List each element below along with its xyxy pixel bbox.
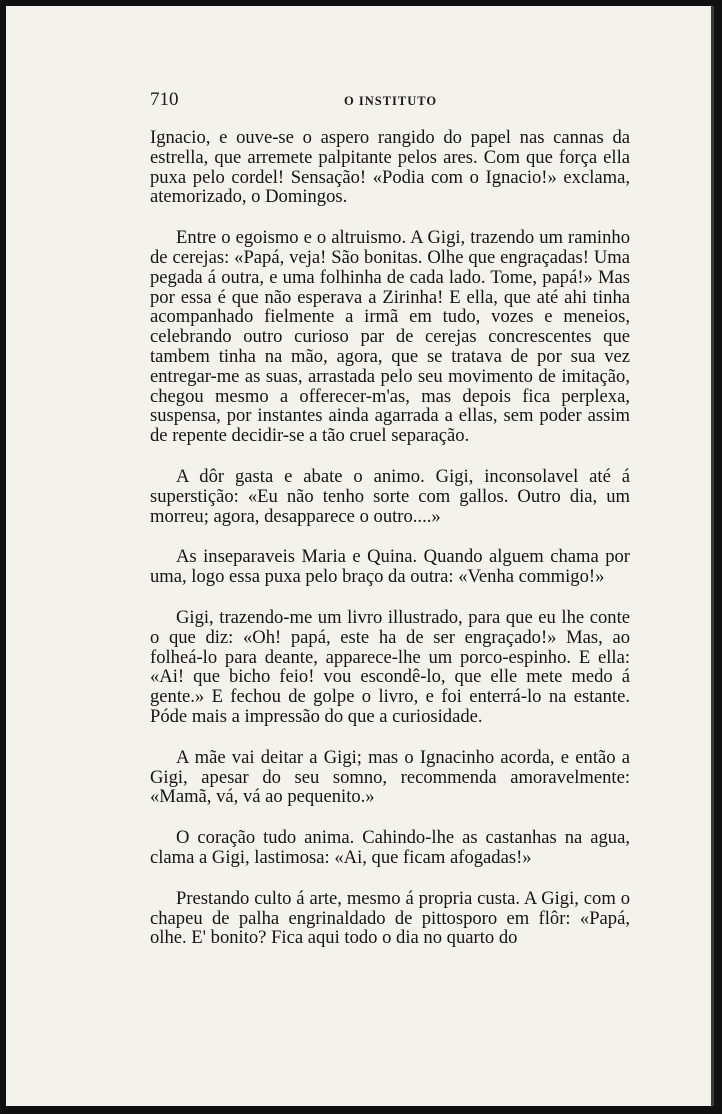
page-body: [150, 128, 630, 948]
paragraph: As inseparaveis Maria e Quina. Quando alguem chama por uma, logo essa puxa pelo braço da outra: «Venha commigo!»: [150, 546, 630, 588]
paragraph: O coração tudo anima. Cahindo-lhe as castanhas na agua, clama a Gigi, lastimosa: «Ai, que ficam afogadas!»: [150, 827, 630, 868]
book-page: [6, 6, 714, 1106]
paragraph: Ignacio, e ouve-se o aspero rangido do papel nas cannas da estrella, que arremete palpitante pelos ares. Com que força ella puxa pelo cordel! Sensação! «Podia com o Ignacio!» exclama, atemorizado, o Domingos.: [150, 127, 630, 208]
page-header: [150, 89, 630, 113]
paragraph: Gigi, trazendo-me um livro illustrado, para que eu lhe conte o que diz: «Oh! papá, este ha de ser engraçado!» Mas, ao folheá-lo para deante, apparece-lhe um porco-espinho. E ella: «Ai! que bicho feio! vou escondê-lo, que elle mete medo á gente.» E fechou de golpe o livro, e foi enterrá-lo na estante. Póde mais a impressão do que a curiosidade.: [150, 606, 630, 727]
paragraph: Entre o egoismo e o altruismo. A Gigi, trazendo um raminho de cerejas: «Papá, veja! São bonitas. Olhe que engraçadas! Uma pegada á outra, e uma folhinha de cada lado. Tome, papá!» Mas por essa é que não esperava a Zirinha! E ella, que até ahi tinha acompanhado fielmente a irmã em tudo, vozes e meneios, celebrando outro curioso par de cerejas concrescentes que tambem tinha na mão, agora, que se tratava de por sua vez entregar-me as suas, arrastada pelo seu movimento de imitação, chegou mesmo a offerecer-m'as, mas depois fica perplexa, suspensa, por instantes ainda agarrada a ellas, sem poder assim de repente decidir-se a tão cruel separação.: [150, 227, 630, 447]
running-head: O INSTITUTO: [344, 94, 438, 108]
page-number: 710: [150, 89, 179, 110]
paragraph: Prestando culto á arte, mesmo á propria custa. A Gigi, com o chapeu de palha engrinaldado de pittosporo em flôr: «Papá, olhe. E' bonito? Fica aqui todo o dia no quarto do: [150, 887, 630, 949]
paragraph: A dôr gasta e abate o animo. Gigi, inconsolavel até á superstição: «Eu não tenho sorte com gallos. Outro dia, um morreu; agora, desapparece o outro....»: [150, 465, 630, 527]
paragraph: A mãe vai deitar a Gigi; mas o Ignacinho acorda, e então a Gigi, apesar do seu somno, recommenda amoravelmente: «Mamã, vá, vá ao pequenito.»: [150, 746, 630, 808]
